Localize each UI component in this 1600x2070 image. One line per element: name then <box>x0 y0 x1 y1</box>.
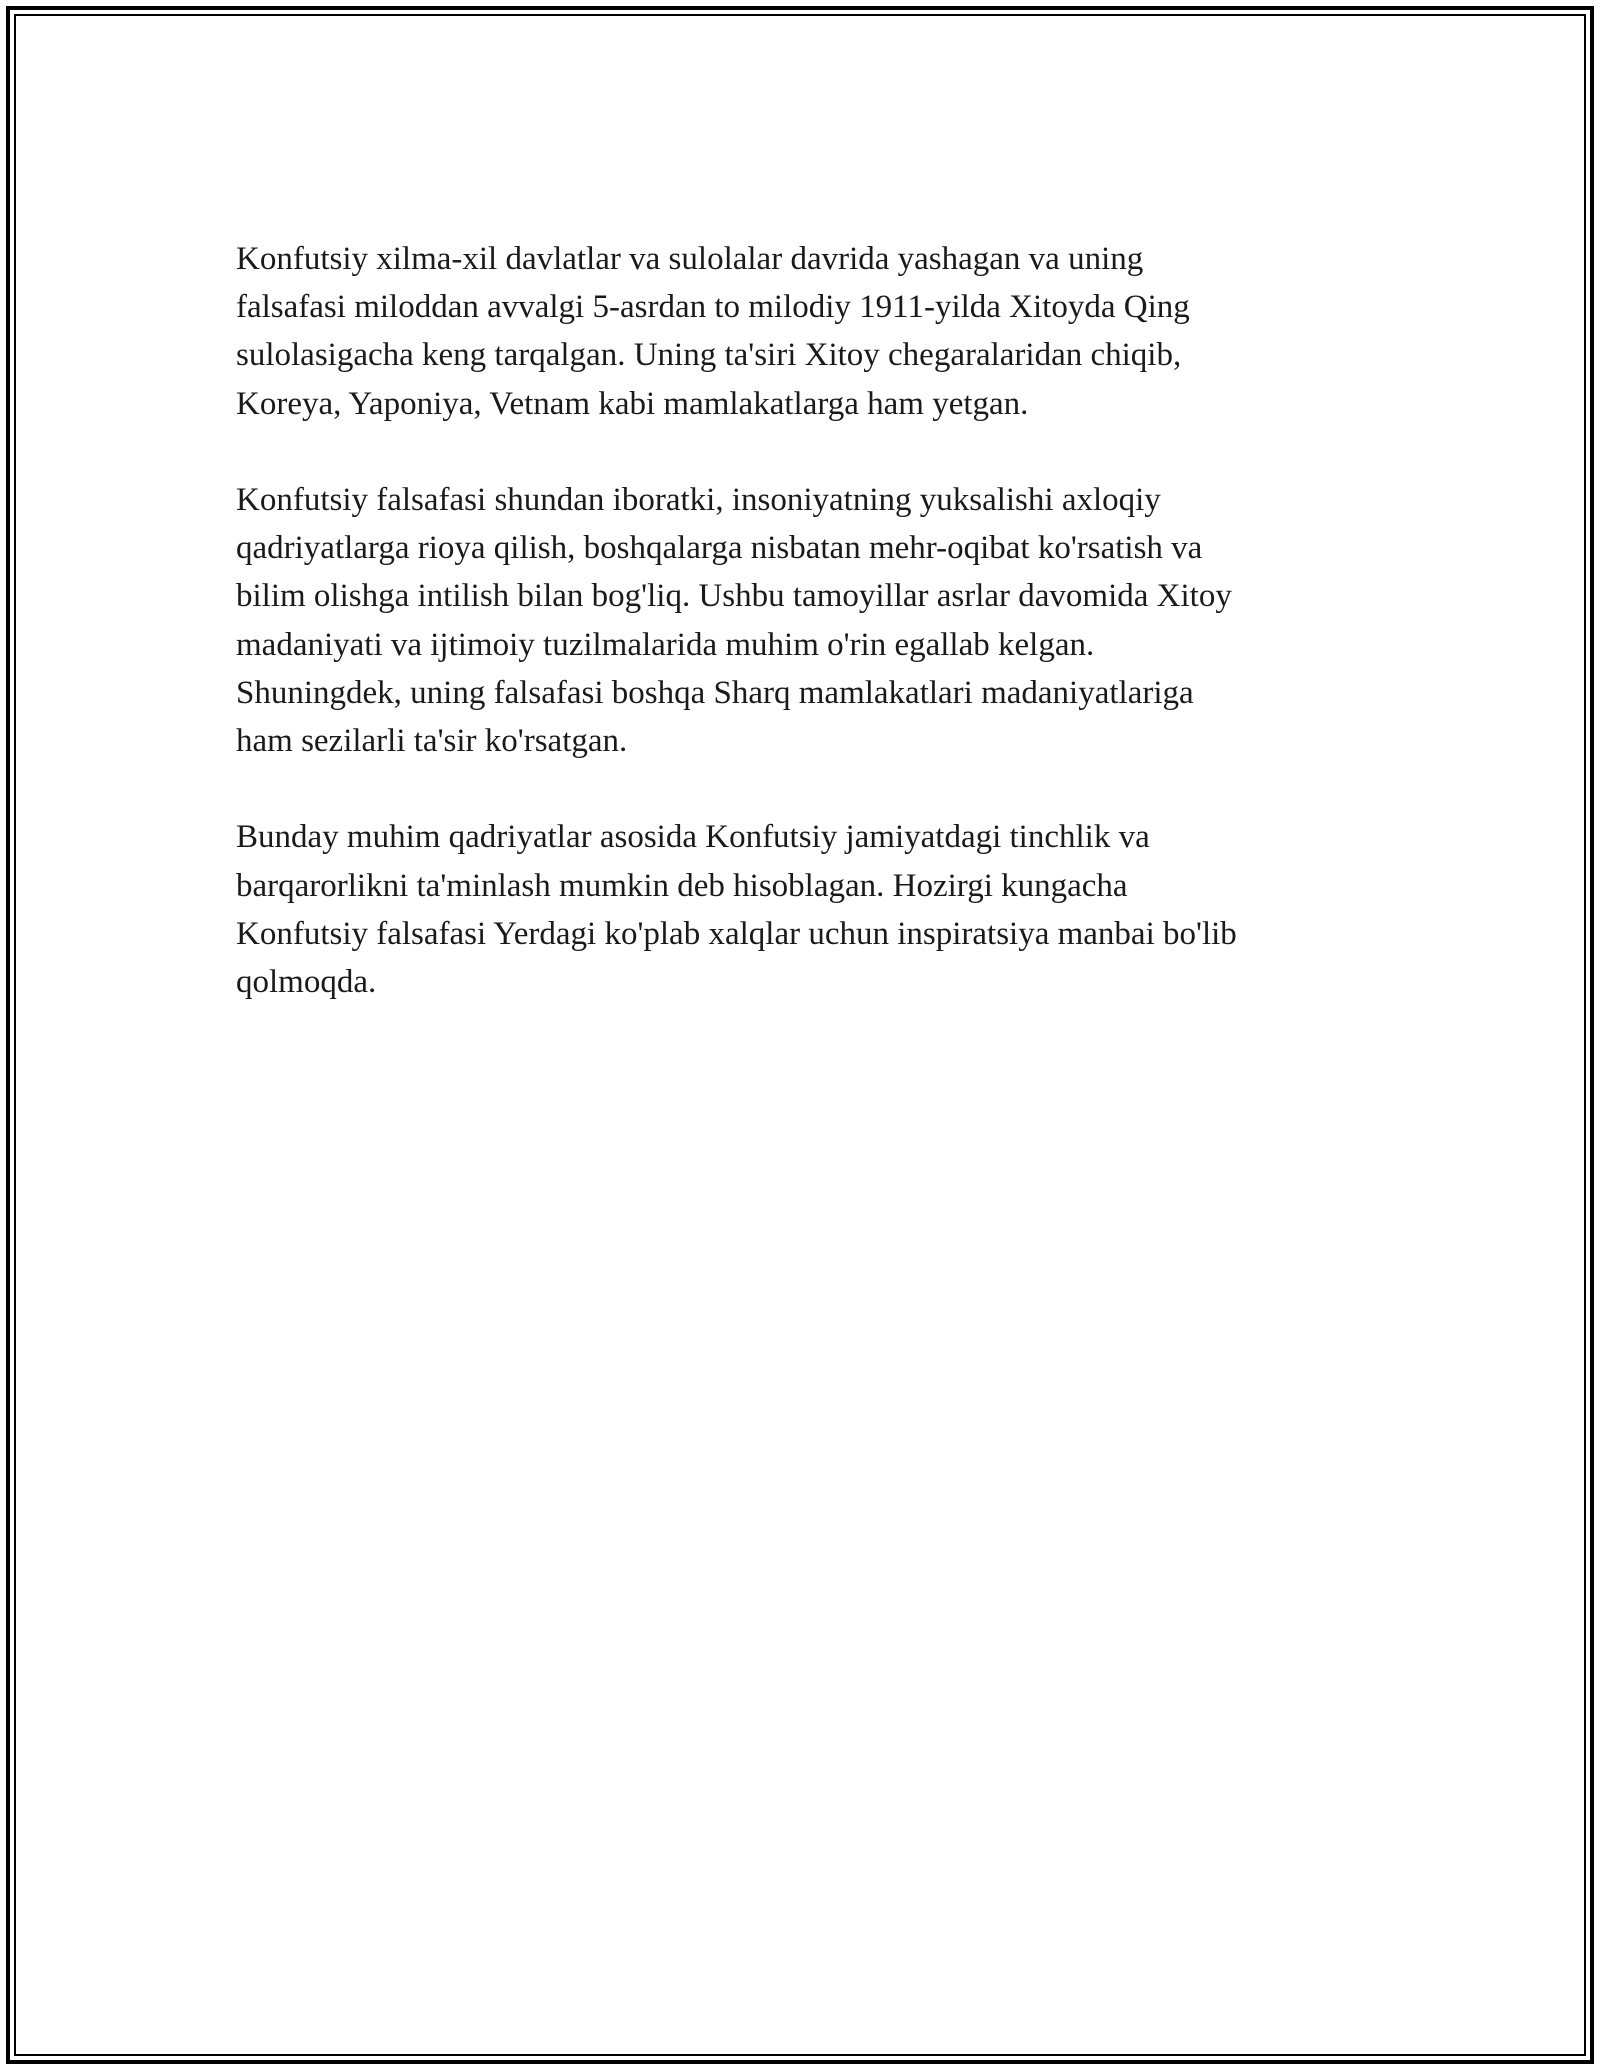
paragraph-3: Bunday muhim qadriyatlar asosida Konfutsiy jamiyatdagi tinchlik va barqarorlikni ta'minlash mumkin deb hisoblagan. Hozirgi kungacha Konfutsiy falsafasi Yerdagi ko'plab xalqlar uchun inspiratsiya manbai bo'lib qolmoqda. <box>236 819 1237 1001</box>
paragraph-2: Konfutsiy falsafasi shundan iboratki, insoniyatning yuksalishi axloqiy qadriyatlarga rioya qilish, boshqalarga nisbatan mehr-oqibat ko'rsatish va bilim olishga intilish bilan bog'liq. Ushbu tamoyillar asrlar davomida Xitoy madaniyati va ijtimoiy tuzilmalarida muhim o'rin egallab kelgan. Shuningdek, uning falsafasi boshqa Sharq mamlakatlari madaniyatlariga ham sezilarli ta'sir ko'rsatgan. <box>236 482 1232 760</box>
document-body <box>236 235 1376 1054</box>
paragraph-1: Konfutsiy xilma-xil davlatlar va sulolalar davrida yashagan va uning falsafasi miloddan avvalgi 5-asrdan to milodiy 1911-yilda Xitoyda Qing sulolasigacha keng tarqalgan. Uning ta'siri Xitoy chegaralaridan chiqib, Koreya, Yaponiya, Vetnam kabi mamlakatlarga ham yetgan. <box>236 241 1190 422</box>
